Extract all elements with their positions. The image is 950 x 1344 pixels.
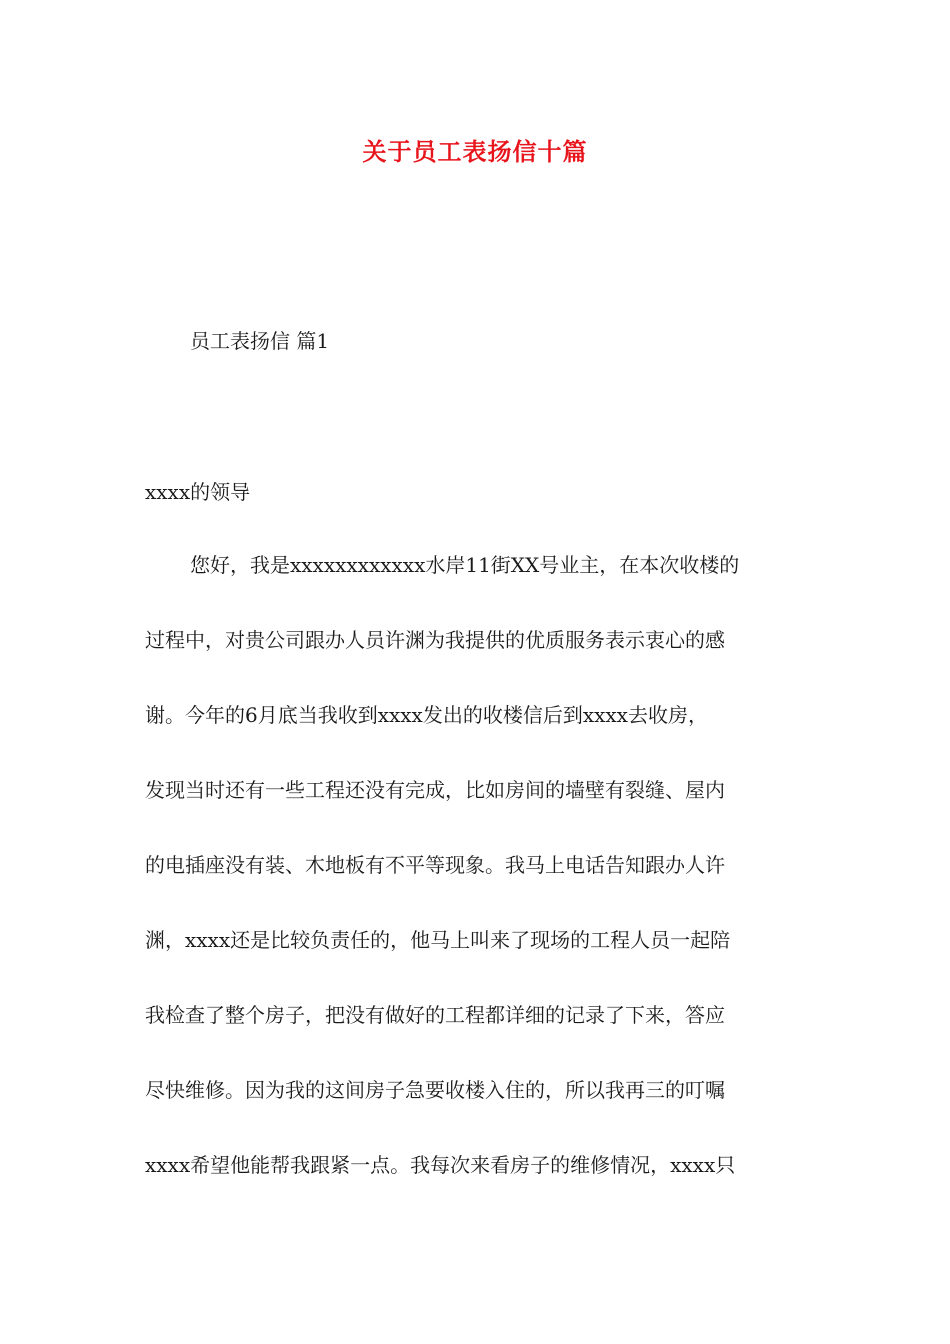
body-line: 渊，xxxx还是比较负责任的，他马上叫来了现场的工程人员一起陪 [145, 928, 731, 952]
body-line: 尽快维修。因为我的这间房子急要收楼入住的，所以我再三的叮嘱 [145, 1078, 725, 1102]
body-line: 我检查了整个房子，把没有做好的工程都详细的记录了下来，答应 [145, 1003, 725, 1027]
body-line: 的电插座没有装、木地板有不平等现象。我马上电话告知跟办人许 [145, 853, 725, 877]
body-line: 发现当时还有一些工程还没有完成，比如房间的墙壁有裂缝、屋内 [145, 778, 725, 802]
letter-salutation: xxxx的领导 [145, 480, 251, 504]
body-line: xxxx希望他能帮我跟紧一点。我每次来看房子的维修情况，xxxx只 [145, 1153, 736, 1177]
body-line: 您好，我是xxxxxxxxxxxx水岸11街XX号业主，在本次收楼的 [190, 553, 740, 577]
document-title: 关于员工表扬信十篇 [362, 138, 588, 166]
letter-body [145, 545, 810, 1220]
body-line: 过程中，对贵公司跟办人员许渊为我提供的优质服务表示衷心的感 [145, 628, 725, 652]
body-line: 谢。今年的6月底当我收到xxxx发出的收楼信后到xxxx去收房， [145, 703, 708, 727]
section-heading: 员工表扬信 篇1 [190, 329, 330, 353]
